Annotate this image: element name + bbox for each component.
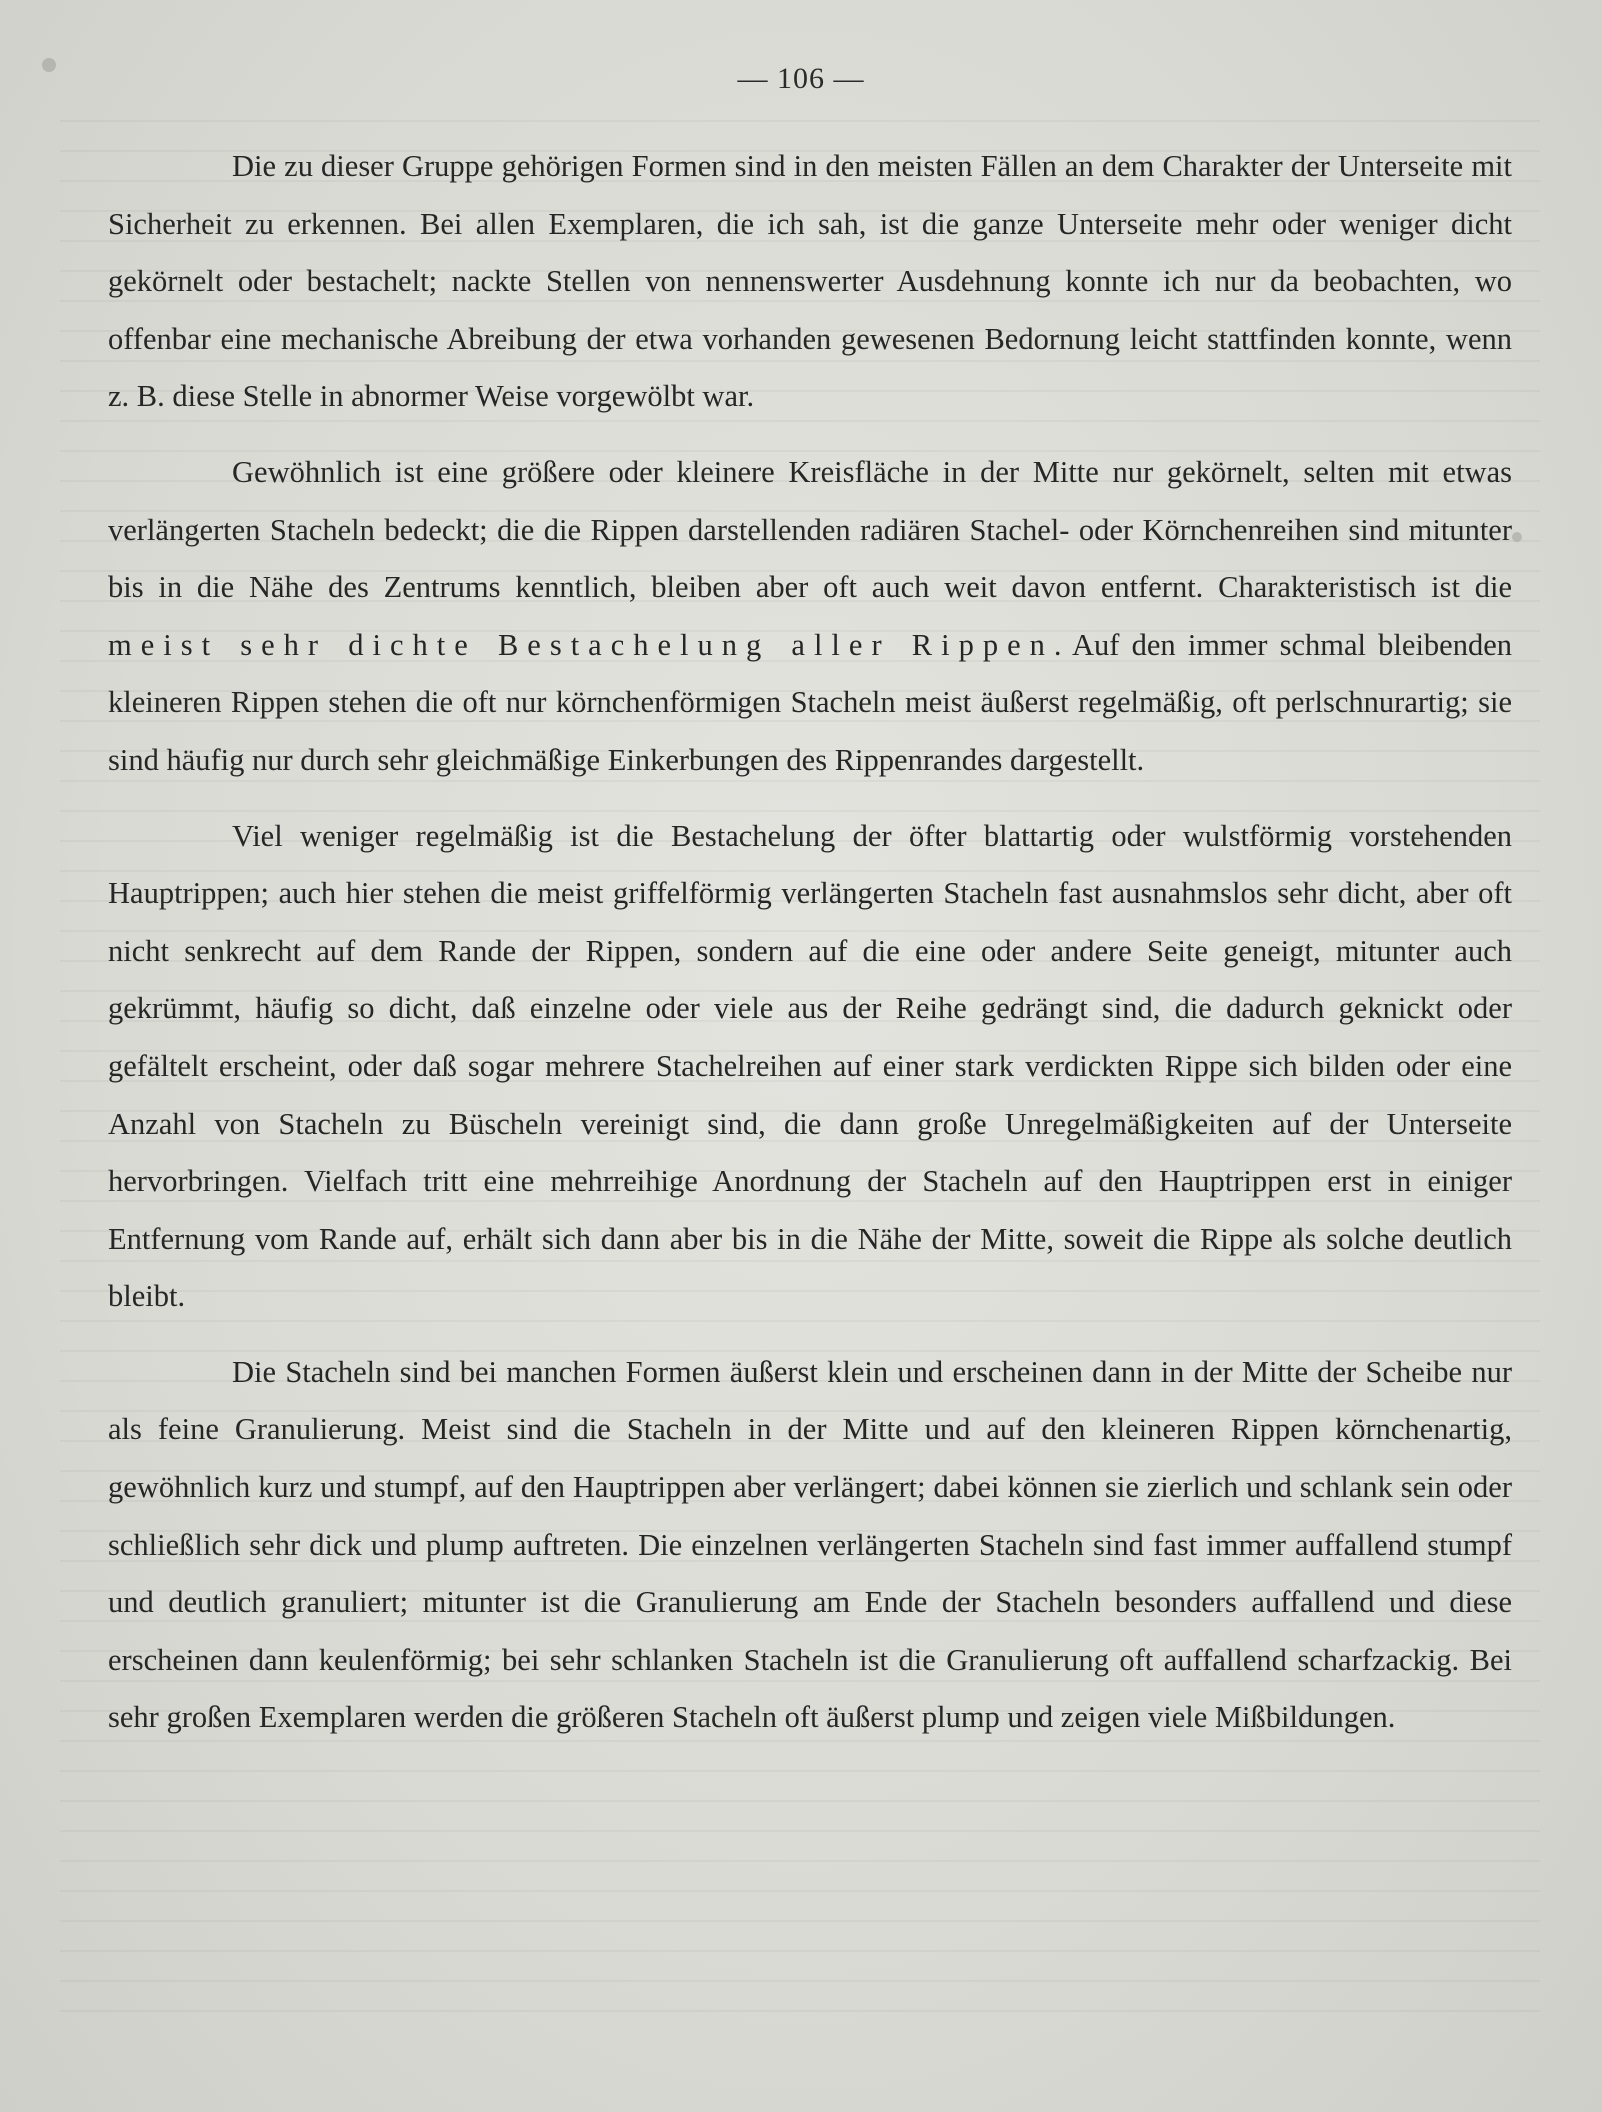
text-run: Viel weniger regelmäßig ist die Bestachelung der öfter blattartig oder wulstförmig vorstehenden Hauptrippen; auch hier stehen die meist griffelförmig verlängerten Stacheln fast ausnahmslos sehr dicht, aber oft nicht senkrecht auf dem Rande der Rippen, sondern auf die eine oder andere Seite geneigt, mitunter auch gekrümmt, häufig so dicht, daß einzelne oder viele aus der Reihe gedrängt sind, die dadurch geknickt oder gefältelt erscheint, oder daß sogar mehrere Stachelreihen auf einer stark verdickten Rippe sich bilden oder eine Anzahl von Stacheln zu Büscheln vereinigt sind, die dann große Unregelmäßigkeiten auf der Unterseite hervorbringen. Vielfach tritt eine mehrreihige Anordnung der Stacheln auf den Hauptrippen erst in einiger Entfernung vom Rande auf, erhält sich dann aber bis in die Nähe der Mitte, soweit die Rippe als solche deutlich bleibt. (108, 818, 1512, 1314)
page-number: — 106 — (737, 62, 865, 95)
text-run: . Auf den immer schmal bleibenden kleineren Rippen stehen die oft nur körnchenförmigen Stacheln meist äußerst regelmäßig, oft perlschnurartig; sie sind häufig nur durch sehr gleichmäßige Einkerbungen des Rippenrandes dargestellt. (108, 627, 1512, 777)
paragraph (108, 138, 1512, 426)
body-text (108, 138, 1512, 1747)
paragraph (108, 808, 1512, 1326)
text-run: Gewöhnlich ist eine größere oder kleinere Kreisfläche in der Mitte nur gekörnelt, selten mit etwas verlängerten Stacheln bedeckt; die die Rippen darstellenden radiären Stachel- oder Körnchenreihen sind mitunter bis in die Nähe des Zentrums kenntlich, bleiben aber oft auch weit davon entfernt. Charakteristisch ist die (108, 454, 1512, 605)
paper-spot (1512, 532, 1522, 542)
paragraph (108, 444, 1512, 790)
emphasized-spaced-text: meist sehr dichte Bestachelung aller Rippen (108, 627, 1054, 662)
text-run: Die zu dieser Gruppe gehörigen Formen sind in den meisten Fällen an dem Charakter der Unterseite mit Sicherheit zu erkennen. Bei allen Exemplaren, die ich sah, ist die ganze Unterseite mehr oder weniger dicht gekörnelt oder bestachelt; nackte Stellen von nennenswerter Ausdehnung konnte ich nur da beobachten, wo offenbar eine mechanische Abreibung der etwa vorhanden gewesenen Bedornung leicht stattfinden konnte, wenn z. B. diese Stelle in abnormer Weise vorgewölbt war. (108, 149, 1512, 414)
paragraph (108, 1344, 1512, 1747)
text-run: Die Stacheln sind bei manchen Formen äußerst klein und erscheinen dann in der Mitte der Scheibe nur als feine Granulierung. Meist sind die Stacheln in der Mitte und auf den kleineren Rippen körnchenartig, gewöhnlich kurz und stumpf, auf den Hauptrippen aber verlängert; dabei können sie zierlich und schlank sein oder schließlich sehr dick und plump auftreten. Die einzelnen verlängerten Stacheln sind fast immer auffallend stumpf und deutlich granuliert; mitunter ist die Granulierung am Ende der Stacheln besonders auffallend und diese erscheinen dann keulenförmig; bei sehr schlanken Stacheln ist die Granulierung oft auffallend scharfzackig. Bei sehr großen Exemplaren werden die größeren Stacheln oft äußerst plump und zeigen viele Mißbildungen. (108, 1354, 1512, 1735)
